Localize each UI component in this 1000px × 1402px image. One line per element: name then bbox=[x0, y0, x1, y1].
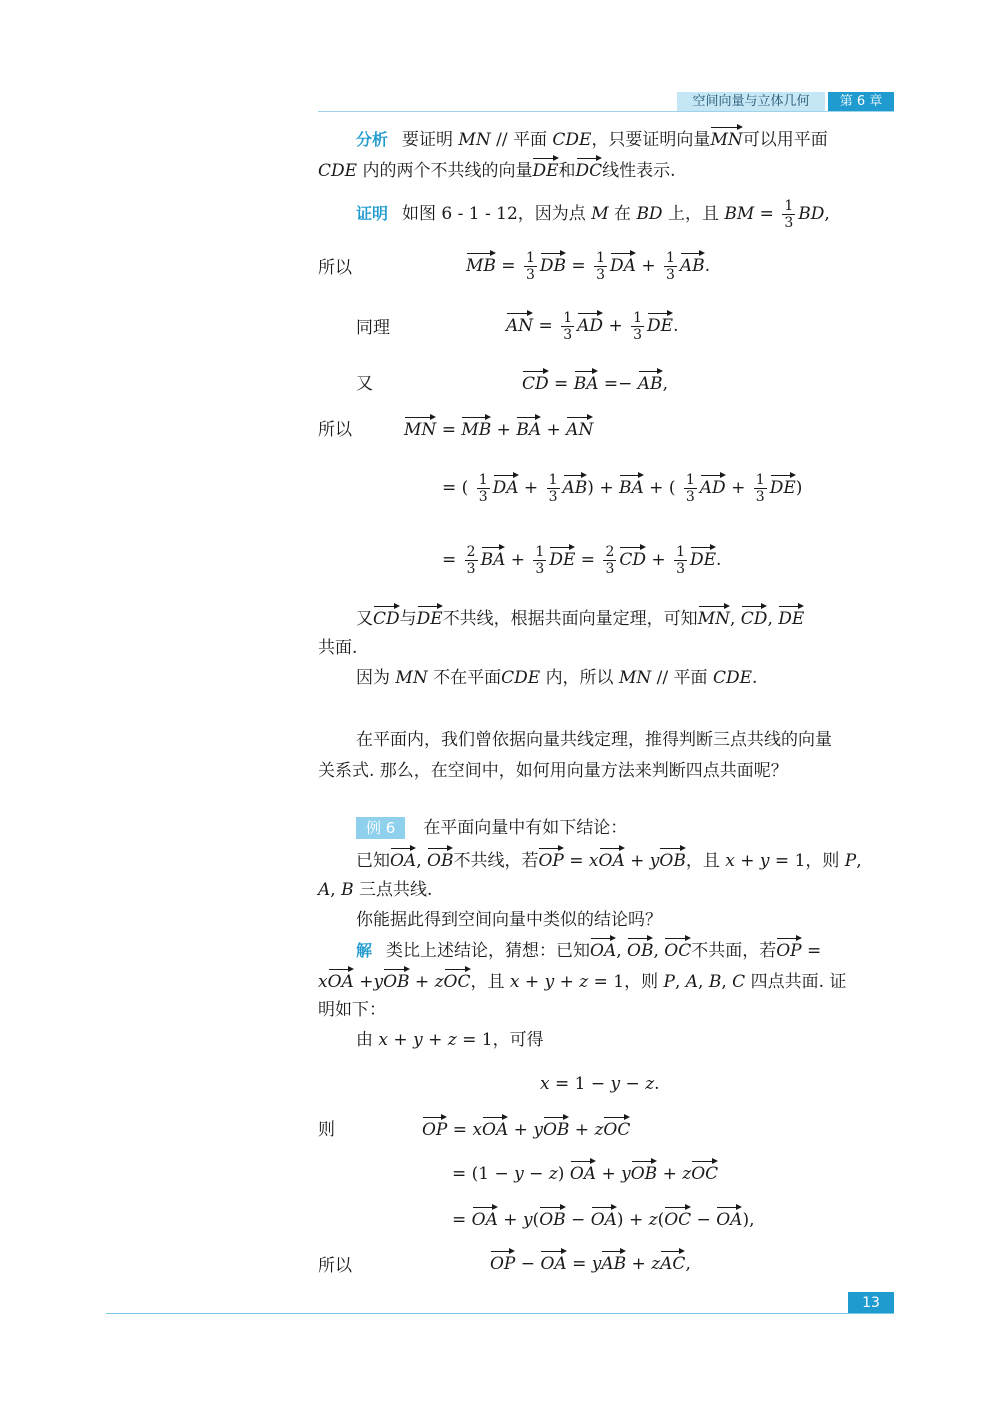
solution-label: 解 bbox=[356, 941, 373, 960]
solution-line-1: 解 类比上述结论，猜想：已知OA, OB, OC不共面，若OP = bbox=[356, 937, 821, 963]
equation-mn-step2: = $\frac{2}{3}$ BA + $\frac{1}{3}$ DE = $\frac{2}{3}$ CD + $\frac{1}{3}$ DE. bbox=[442, 544, 722, 577]
example-label: 例 6 bbox=[356, 817, 405, 839]
so-label-1: 所以 bbox=[318, 258, 352, 278]
page-number: 13 bbox=[848, 1292, 894, 1314]
similarly-label: 同理 bbox=[356, 318, 390, 338]
equation-op-3: = OA + y(OB − OA) + z(OC − OA), bbox=[452, 1206, 754, 1232]
example-line-2: 已知OA, OB不共线，若OP = xOA + yOB，且 x + y = 1，则 P, bbox=[356, 847, 862, 873]
example-line-3: A, B 三点共线. bbox=[318, 880, 433, 900]
then-label: 则 bbox=[318, 1120, 335, 1140]
solution-line-4: 由 x + y + z = 1，可得 bbox=[356, 1030, 544, 1050]
so-label-3: 所以 bbox=[318, 1256, 352, 1276]
chapter-badge: 第 6 章 bbox=[828, 92, 894, 112]
example-line-1: 例 6 在平面向量中有如下结论： bbox=[356, 816, 627, 840]
intro-line-1: 在平面内，我们曾依据向量共线定理，推得判断三点共线的向量 bbox=[356, 730, 832, 750]
equation-x: x = 1 − y − z. bbox=[540, 1074, 660, 1094]
equation-op-2: = (1 − y − z) OA + yOB + zOC bbox=[452, 1160, 718, 1186]
coplanar-line-1: 又CD与DE不共线，根据共面向量定理，可知MN, CD, DE bbox=[356, 605, 804, 631]
equation-mb: MB = $\frac{1}{3}$ DB = $\frac{1}{3}$ DA + $\frac{1}{3}$ AB. bbox=[466, 250, 711, 283]
analysis-label: 分析 bbox=[356, 130, 389, 149]
equation-mn: MN = MB + BA + AN bbox=[404, 416, 593, 442]
conclusion-line: 因为 MN 不在平面CDE 内，所以 MN // 平面 CDE. bbox=[356, 668, 758, 688]
also-label: 又 bbox=[356, 374, 373, 394]
analysis-line-2: CDE 内的两个不共线的向量DE和DC线性表示. bbox=[318, 157, 676, 183]
equation-cd: CD = BA =− AB, bbox=[522, 370, 668, 396]
example-line-4: 你能据此得到空间向量中类似的结论吗？ bbox=[356, 910, 662, 930]
book-title: 空间向量与立体几何 bbox=[677, 92, 825, 112]
equation-op-oa: OP − OA = yAB + zAC, bbox=[490, 1250, 691, 1276]
equation-an: AN = $\frac{1}{3}$ AD + $\frac{1}{3}$ DE. bbox=[506, 310, 679, 343]
header-divider bbox=[318, 111, 894, 112]
equation-mn-step1: = ( $\frac{1}{3}$ DA + $\frac{1}{3}$ AB) + BA + ( $\frac{1}{3}$ AD + $\frac{1}{3}$ DE) bbox=[442, 472, 803, 505]
footer-divider bbox=[106, 1313, 894, 1314]
so-label-2: 所以 bbox=[318, 420, 352, 440]
coplanar-line-2: 共面. bbox=[318, 638, 358, 658]
solution-line-3: 明如下： bbox=[318, 1000, 386, 1020]
equation-op-1: OP = xOA + yOB + zOC bbox=[422, 1116, 630, 1142]
intro-line-2: 关系式. 那么，在空间中，如何用向量方法来判断四点共面呢？ bbox=[318, 761, 788, 781]
analysis-line-1: 分析 要证明 MN // 平面 CDE，只要证明向量MN可以用平面 bbox=[356, 126, 828, 152]
proof-line-1: 证明 如图 6 - 1 - 12，因为点 M 在 BD 上，且 BM = $\frac{1}{3}$ BD, bbox=[356, 198, 830, 231]
proof-label: 证明 bbox=[356, 204, 389, 223]
solution-line-2: xOA +yOB + zOC，且 x + y + z = 1，则 P, A, B, C 四点共面. 证 bbox=[318, 968, 846, 994]
